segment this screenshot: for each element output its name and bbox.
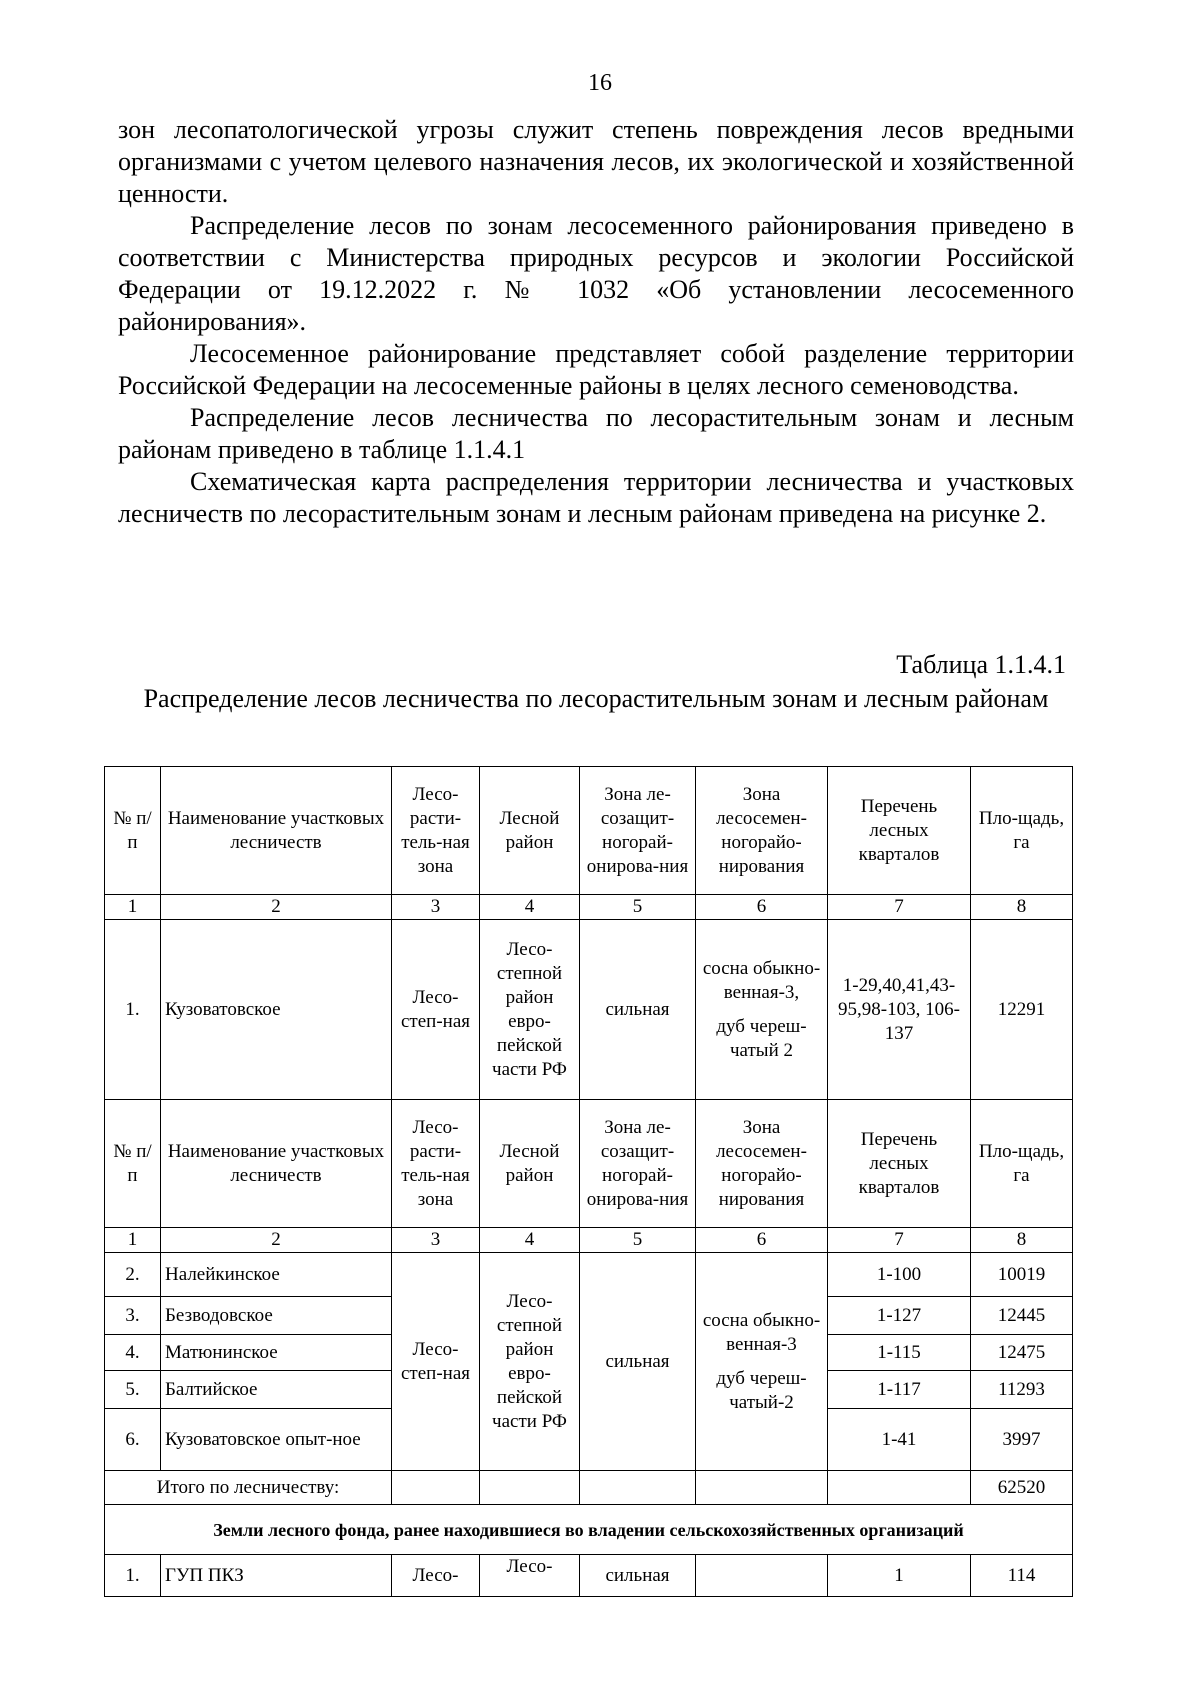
header-cell: Перечень лесных кварталов [828,1100,971,1228]
forestry-name: Матюнинское [161,1335,392,1371]
forestry-name: Безводовское [161,1297,392,1335]
column-number: 5 [580,1228,696,1253]
section-title: Земли лесного фонда, ранее находившиеся во владении сельскохозяйственных организаций [105,1505,1073,1555]
protection-zone: сильная [580,920,696,1100]
total-row [105,1471,1073,1505]
empty-cell [580,1471,696,1505]
seed-zone-pine: сосна обыкно-венная-3, [702,957,821,1003]
paragraph: зон лесопатологической угрозы служит степень повреждения лесов вредными организмами с учетом целевого назначения лесов, их экологической и хозяйственной ценности. [118,115,1074,208]
body-text [118,114,1074,530]
table-header-row [105,767,1073,895]
header-cell: Лесо-расти-тель-ная зона [392,1100,480,1228]
table-number: Таблица 1.1.4.1 [896,650,1066,679]
column-number: 4 [480,895,580,920]
header-cell: Зона лесосемен-ногорайо-нирования [696,1100,828,1228]
column-number: 8 [971,1228,1073,1253]
column-number: 8 [971,895,1073,920]
column-number: 6 [696,895,828,920]
area-value: 12291 [971,920,1073,1100]
forest-distribution-table [104,766,1073,1597]
header-cell: Наименование участковых лесничеств [161,767,392,895]
seed-zone [696,1555,828,1597]
vegetation-zone: Лесо-степ-ная [392,920,480,1100]
forest-district: Лесо-степной район евро-пейской части РФ [480,920,580,1100]
paragraph: Распределение лесов по зонам лесосеменного районирования приведено в соответствии с Министерства природных ресурсов и экологии Российской Федерации от 19.12.2022 г. № 1032 «Об установлении лесосеменного районирования». [118,211,1074,336]
quarters-list: 1-100 [828,1253,971,1297]
table-row [105,1555,1073,1597]
header-cell: Зона лесосемен-ногорайо-нирования [696,767,828,895]
vegetation-zone: Лесо-степ-ная [392,1253,480,1471]
column-number: 6 [696,1228,828,1253]
paragraph: Лесосеменное районирование представляет собой разделение территории Российской Федерации на лесосеменные районы в целях лесного семеноводства. [118,339,1074,400]
quarters-list: 1 [828,1555,971,1597]
area-value: 11293 [971,1371,1073,1409]
forestry-name: Налейкинское [161,1253,392,1297]
quarters-list: 1-115 [828,1335,971,1371]
quarters-list: 1-29,40,41,43-95,98-103, 106-137 [828,920,971,1100]
row-number: 1. [105,920,161,1100]
table-header-row [105,1100,1073,1228]
column-number: 1 [105,1228,161,1253]
vegetation-zone: Лесо- [392,1555,480,1597]
quarters-list: 1-127 [828,1297,971,1335]
column-number: 4 [480,1228,580,1253]
header-cell: Пло-щадь, га [971,1100,1073,1228]
header-cell: Лесной район [480,1100,580,1228]
column-number-row [105,895,1073,920]
quarters-list: 1-117 [828,1371,971,1409]
forest-district: Лесо-степной район евро-пейской части РФ [480,1253,580,1471]
forest-district: Лесо- [480,1555,580,1597]
forestry-name: Кузоватовское опыт-ное [161,1409,392,1471]
section-row [105,1505,1073,1555]
quarters-list: 1-41 [828,1409,971,1471]
row-number: 2. [105,1253,161,1297]
seed-zone [696,920,828,1100]
table-row [105,1253,1073,1297]
header-cell: Зона ле-созащит-ногорай-онирова-ния [580,767,696,895]
header-cell: Лесной район [480,767,580,895]
empty-cell [392,1471,480,1505]
table-title: Распределение лесов лесничества по лесорастительным зонам и лесным районам [143,684,1049,713]
forestry-name: ГУП ПКЗ [161,1555,392,1597]
column-number: 3 [392,1228,480,1253]
empty-cell [480,1471,580,1505]
column-number: 5 [580,895,696,920]
empty-cell [696,1471,828,1505]
protection-zone: сильная [580,1253,696,1471]
column-number: 7 [828,1228,971,1253]
row-number: 6. [105,1409,161,1471]
column-number: 1 [105,895,161,920]
column-number: 3 [392,895,480,920]
header-cell: Перечень лесных кварталов [828,767,971,895]
area-value: 12445 [971,1297,1073,1335]
row-number: 4. [105,1335,161,1371]
forestry-name: Кузоватовское [161,920,392,1100]
area-value: 10019 [971,1253,1073,1297]
protection-zone: сильная [580,1555,696,1597]
column-number: 2 [161,1228,392,1253]
area-value: 114 [971,1555,1073,1597]
header-cell: № п/п [105,767,161,895]
row-number: 1. [105,1555,161,1597]
area-value: 3997 [971,1409,1073,1471]
column-number: 7 [828,895,971,920]
row-number: 5. [105,1371,161,1409]
header-cell: Лесо-расти-тель-ная зона [392,767,480,895]
header-cell: Зона ле-созащит-ногорай-онирова-ния [580,1100,696,1228]
seed-zone-oak: дуб череш-чатый-2 [716,1367,807,1413]
seed-zone-oak: дуб череш-чатый 2 [716,1015,807,1061]
column-number-row [105,1228,1073,1253]
forestry-name: Балтийское [161,1371,392,1409]
paragraph: Распределение лесов лесничества по лесорастительным зонам и лесным районам приведено в таблице 1.1.4.1 [118,403,1074,464]
empty-cell [828,1471,971,1505]
seed-zone-pine: сосна обыкно-венная-3 [702,1309,821,1355]
row-number: 3. [105,1297,161,1335]
header-cell: Наименование участковых лесничеств [161,1100,392,1228]
table-row [105,920,1073,1100]
total-label: Итого по лесничеству: [105,1471,392,1505]
column-number: 2 [161,895,392,920]
seed-zone [696,1253,828,1471]
total-area: 62520 [971,1471,1073,1505]
paragraph: Схематическая карта распределения территории лесничества и участковых лесничеств по лесорастительным зонам и лесным районам приведена на рисунке 2. [118,467,1074,528]
header-cell: № п/п [105,1100,161,1228]
area-value: 12475 [971,1335,1073,1371]
page-number: 16 [588,70,612,96]
header-cell: Пло-щадь, га [971,767,1073,895]
